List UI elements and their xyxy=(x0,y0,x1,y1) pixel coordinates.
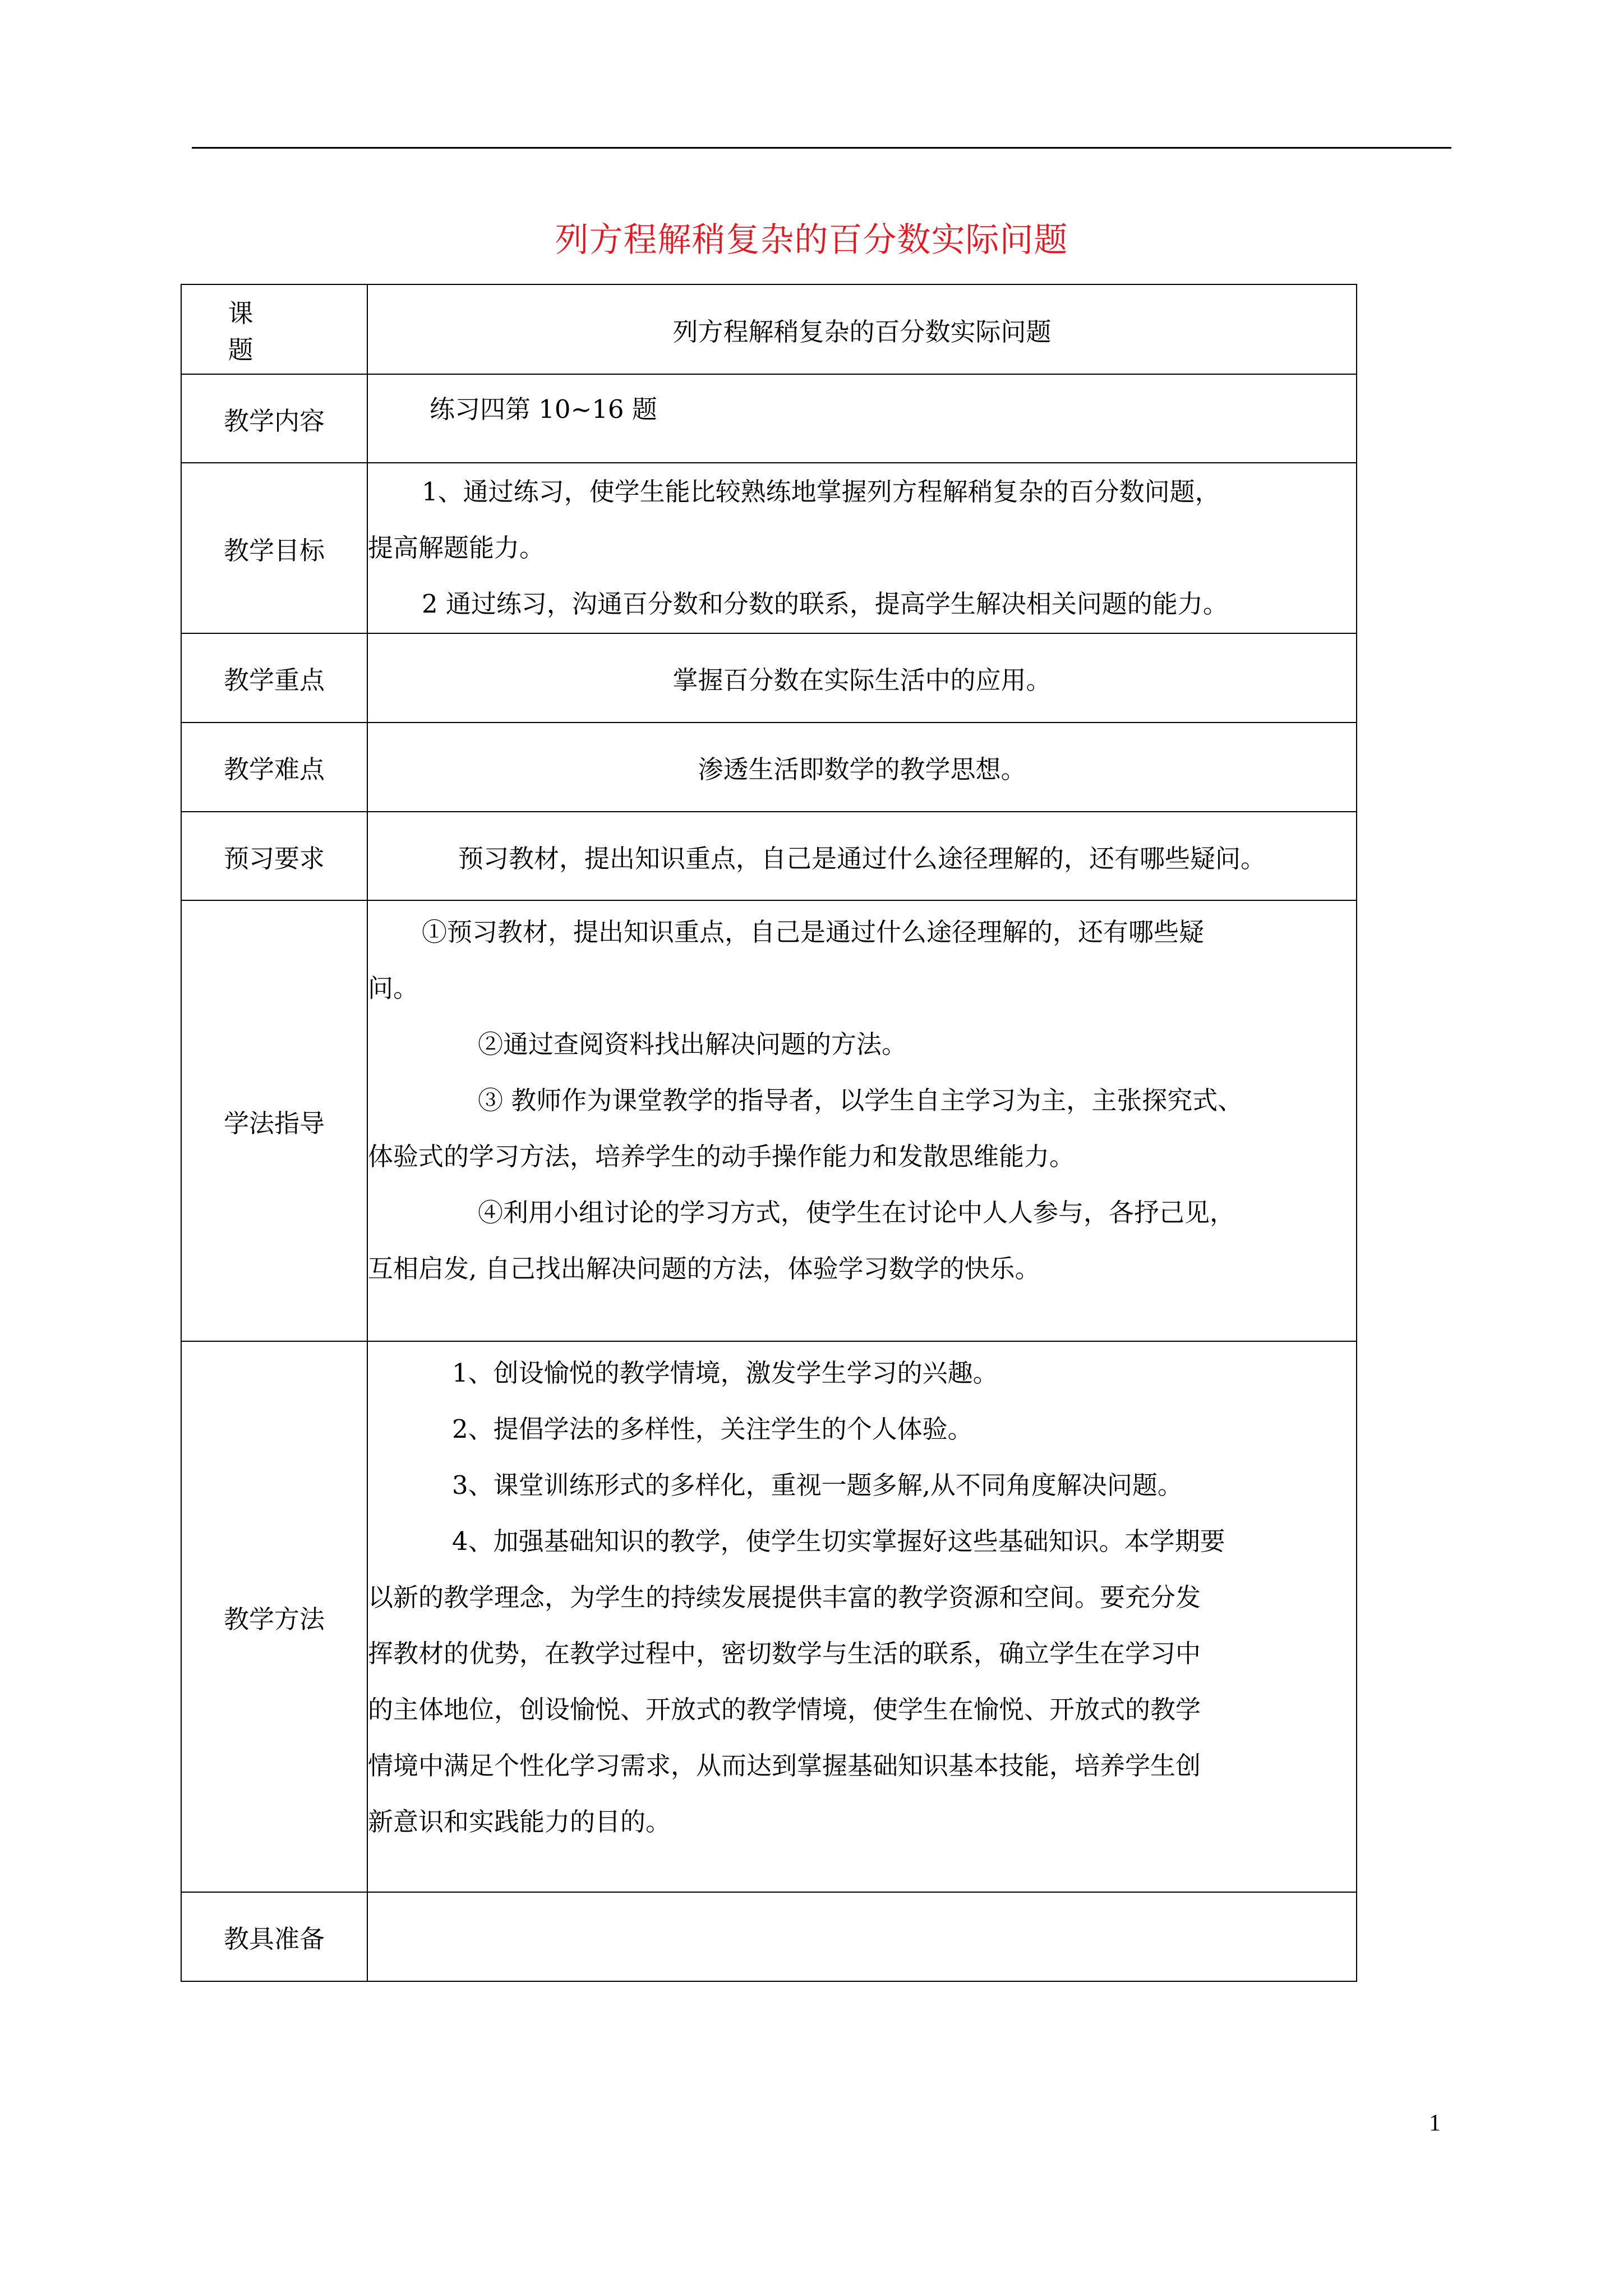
guide-line: 互相启发, 自己找出解决问题的方法，体验学习数学的快乐。 xyxy=(368,1254,1040,1283)
guide-line: ②通过查阅资料找出解决问题的方法。 xyxy=(478,1029,907,1059)
cell-content xyxy=(367,374,1357,463)
method-line: 以新的教学理念，为学生的持续发展提供丰富的教学资源和空间。要充分发 xyxy=(368,1582,1201,1612)
method-line: 的主体地位，创设愉悦、开放式的教学情境，使学生在愉悦、开放式的教学 xyxy=(368,1695,1201,1724)
guide-line: ④利用小组讨论的学习方式，使学生在讨论中人人参与，各抒己见， xyxy=(478,1198,1235,1227)
label-topic: 课 题 xyxy=(228,298,321,365)
guide-line: ③ 教师作为课堂教学的指导者，以学生自主学习为主，主张探究式、 xyxy=(478,1085,1243,1115)
method-line: 3、课堂训练形式的多样化，重视一题多解,从不同角度解决问题。 xyxy=(452,1470,1183,1500)
header-rule xyxy=(192,147,1451,149)
objective-line: 2 通过练习，沟通百分数和分数的联系，提高学生解决相关问题的能力。 xyxy=(422,589,1228,619)
label-objectives: 教学目标 xyxy=(181,463,367,633)
label-content: 教学内容 xyxy=(181,374,367,463)
method-line: 情境中满足个性化学习需求，从而达到掌握基础知识基本技能，培养学生创 xyxy=(368,1751,1201,1780)
cell-topic: 列方程解稍复杂的百分数实际问题 xyxy=(367,284,1357,374)
cell-methods xyxy=(367,1341,1357,1892)
cell-key-points: 掌握百分数在实际生活中的应用。 xyxy=(367,633,1357,723)
label-key-points: 教学重点 xyxy=(181,633,367,723)
table-row-study-guide xyxy=(181,900,1357,1341)
guide-line: ①预习教材，提出知识重点，自己是通过什么途径理解的，还有哪些疑 xyxy=(422,917,1205,947)
table-row-preview xyxy=(181,812,1357,900)
cell-study-guide xyxy=(367,900,1357,1341)
label-study-guide: 学法指导 xyxy=(181,900,367,1341)
content-text: 练习四第 10~16 题 xyxy=(430,394,657,424)
cell-difficulties: 渗透生活即数学的教学思想。 xyxy=(367,723,1357,812)
cell-materials xyxy=(367,1892,1357,1981)
cell-label-topic xyxy=(181,284,367,374)
table-row-content xyxy=(181,374,1357,463)
document-title: 列方程解稍复杂的百分数实际问题 xyxy=(555,220,1068,260)
cell-objectives xyxy=(367,463,1357,633)
table-row-materials xyxy=(181,1892,1357,1981)
guide-line: 体验式的学习方法，培养学生的动手操作能力和发散思维能力。 xyxy=(368,1142,1075,1171)
method-line: 新意识和实践能力的目的。 xyxy=(368,1807,671,1837)
table-row-topic xyxy=(181,284,1357,374)
objective-line: 1、通过练习，使学生能比较熟练地掌握列方程解稍复杂的百分数问题， xyxy=(422,477,1220,507)
method-line: 挥教材的优势，在教学过程中，密切数学与生活的联系，确立学生在学习中 xyxy=(368,1639,1201,1668)
method-line: 2、提倡学法的多样性，关注学生的个人体验。 xyxy=(452,1414,973,1444)
table-row-key-points xyxy=(181,633,1357,723)
lesson-plan-table xyxy=(181,284,1357,1982)
objective-line: 提高解题能力。 xyxy=(368,533,545,563)
label-methods: 教学方法 xyxy=(181,1341,367,1892)
table-row-methods xyxy=(181,1341,1357,1892)
label-materials: 教具准备 xyxy=(181,1892,367,1981)
cell-preview: 预习教材，提出知识重点，自己是通过什么途径理解的，还有哪些疑问。 xyxy=(367,812,1357,900)
method-line: 1、创设愉悦的教学情境，激发学生学习的兴趣。 xyxy=(452,1358,998,1388)
method-line: 4、加强基础知识的教学，使学生切实掌握好这些基础知识。本学期要 xyxy=(452,1526,1225,1556)
label-preview: 预习要求 xyxy=(181,812,367,900)
label-difficulties: 教学难点 xyxy=(181,723,367,812)
page-number: 1 xyxy=(1429,2110,1441,2136)
table-row-objectives xyxy=(181,463,1357,633)
guide-line: 问。 xyxy=(368,973,419,1003)
table-row-difficulties xyxy=(181,723,1357,812)
